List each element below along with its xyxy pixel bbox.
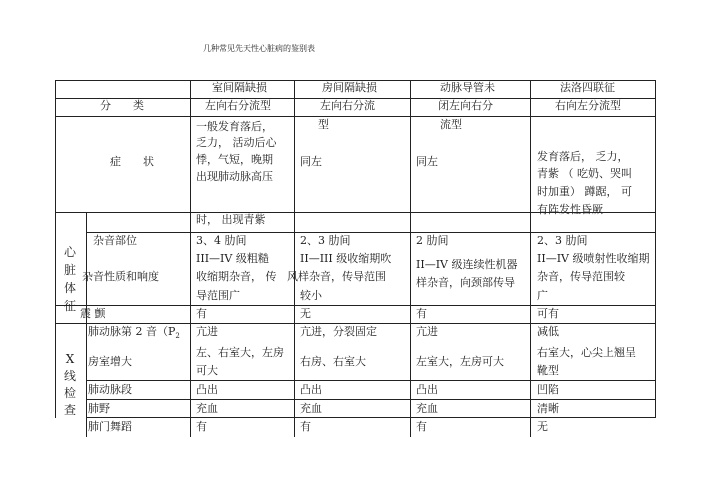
table-cell: 样杂音，向颈部传导 xyxy=(416,276,515,289)
table-cell: 减低 xyxy=(537,325,559,338)
table-cell: 右房、右室大 xyxy=(300,355,366,368)
table-cell: 无 xyxy=(537,420,548,433)
table-cell: II—IV 级连续性机器 xyxy=(416,258,518,271)
table-cell: 左、右室大，左房 xyxy=(196,346,284,359)
table-cell: 左向右分流 xyxy=(320,99,375,112)
table-cell: 2、3 肋间 xyxy=(300,234,351,247)
table-cell: 充血 xyxy=(196,402,218,415)
row-label: 肺动脉第 2 音（$P_2$ xyxy=(88,325,180,341)
table-cell: 亢进 xyxy=(416,325,438,338)
table-cell: 青紫 （ 吃奶、哭叫 xyxy=(537,167,632,180)
table-rule xyxy=(410,80,411,437)
row-label: 肺野 xyxy=(88,402,110,415)
table-cell: 2、3 肋间 xyxy=(537,234,588,247)
column-header: 房间隔缺损 xyxy=(322,81,377,94)
table-cell: 收缩期杂音， 传 xyxy=(196,270,277,283)
column-header: 动脉导管未 xyxy=(440,81,495,94)
table-rule xyxy=(530,80,531,437)
table-cell: 有 xyxy=(416,420,427,433)
table-cell: 充血 xyxy=(300,402,322,415)
table-cell: 广 xyxy=(537,289,548,302)
table-cell: 亢进 xyxy=(196,325,218,338)
table-rule xyxy=(55,323,655,324)
table-cell: 时， 出现青紫 xyxy=(196,213,266,226)
document-title: 几种常见先天性心脏病的鉴别表 xyxy=(203,44,315,53)
table-rule xyxy=(294,80,295,437)
table-cell: III—IV 级粗糙 xyxy=(196,252,269,265)
category-label-heart-signs: 心 脏 体 征 xyxy=(63,245,76,313)
table-cell: 一般发育落后， xyxy=(196,120,273,133)
table-rule xyxy=(86,417,655,418)
table-rule xyxy=(55,305,655,306)
table-cell: 流型 xyxy=(440,118,462,131)
table-rule xyxy=(655,80,656,418)
row-label-classification: 分类 xyxy=(100,99,166,112)
table-cell: 充血 xyxy=(416,402,438,415)
category-label-xray: X 线 检 查 xyxy=(63,352,76,417)
column-header: 法洛四联征 xyxy=(560,81,615,94)
row-label: 杂音性质和响度 xyxy=(82,270,159,283)
table-cell: 2 肋间 xyxy=(416,234,449,247)
table-cell: 可有 xyxy=(537,307,559,320)
table-rule xyxy=(55,116,655,117)
table-cell: 可大 xyxy=(196,364,218,377)
table-cell: 清晰 xyxy=(537,402,559,415)
row-label: 肺动脉段 xyxy=(88,383,132,396)
table-rule xyxy=(55,80,56,418)
row-label: 肺门舞蹈 xyxy=(88,420,132,433)
table-cell: 时加重） 蹲踞， 可 xyxy=(537,185,632,198)
table-cell: 右向左分流型 xyxy=(555,99,621,112)
table-cell: 同左 xyxy=(300,155,322,168)
table-cell: 导范围广 xyxy=(196,289,240,302)
column-header: 室间隔缺损 xyxy=(212,81,267,94)
row-label: 震 颤 xyxy=(80,307,106,320)
table-cell: 型 xyxy=(318,118,329,131)
table-cell: 有 xyxy=(196,307,207,320)
table-cell: 凸出 xyxy=(196,383,218,396)
table-cell: 出现肺动脉高压 xyxy=(196,170,273,183)
table-cell: 右室大，心尖上翘呈 xyxy=(537,346,636,359)
row-label-symptoms: 症状 xyxy=(110,155,176,168)
table-cell: 左向右分流型 xyxy=(205,99,271,112)
table-cell: 凹陷 xyxy=(537,383,559,396)
table-cell: 亢进，分裂固定 xyxy=(300,325,377,338)
table-cell: 风样杂音，传导范围 xyxy=(287,270,386,283)
table-cell: 有 xyxy=(300,420,311,433)
table-cell: 同左 xyxy=(416,155,438,168)
table-cell: 凸出 xyxy=(416,383,438,396)
table-cell: 凸出 xyxy=(300,383,322,396)
table-cell: 无 xyxy=(300,307,311,320)
table-rule xyxy=(190,80,191,437)
table-cell: 悸，气短，晚期 xyxy=(196,153,273,166)
row-label: 房室增大 xyxy=(88,355,132,368)
table-rule xyxy=(86,399,655,400)
table-cell: 有阵发性昏厥 xyxy=(537,203,603,216)
table-cell: 较小 xyxy=(300,289,322,302)
table-rule xyxy=(86,380,655,381)
table-cell: 有 xyxy=(416,307,427,320)
row-label: 杂音部位 xyxy=(93,234,137,247)
table-cell: II—III 级收缩期吹 xyxy=(300,252,392,265)
table-rule xyxy=(86,212,87,437)
table-cell: 左室大，左房可大 xyxy=(416,355,504,368)
table-cell: 发育落后， 乏力， xyxy=(537,150,629,163)
table-cell: 闭左向右分 xyxy=(438,99,493,112)
table-rule xyxy=(86,232,655,233)
table-cell: 靴型 xyxy=(537,364,559,377)
table-cell: 3、4 肋间 xyxy=(196,234,247,247)
table-cell: 杂音，传导范围较 xyxy=(537,270,625,283)
table-cell: 乏力， 活动后心 xyxy=(196,136,277,149)
table-cell: II—IV 级喷射性收缩期 xyxy=(537,252,650,265)
table-cell: 有 xyxy=(196,420,207,433)
